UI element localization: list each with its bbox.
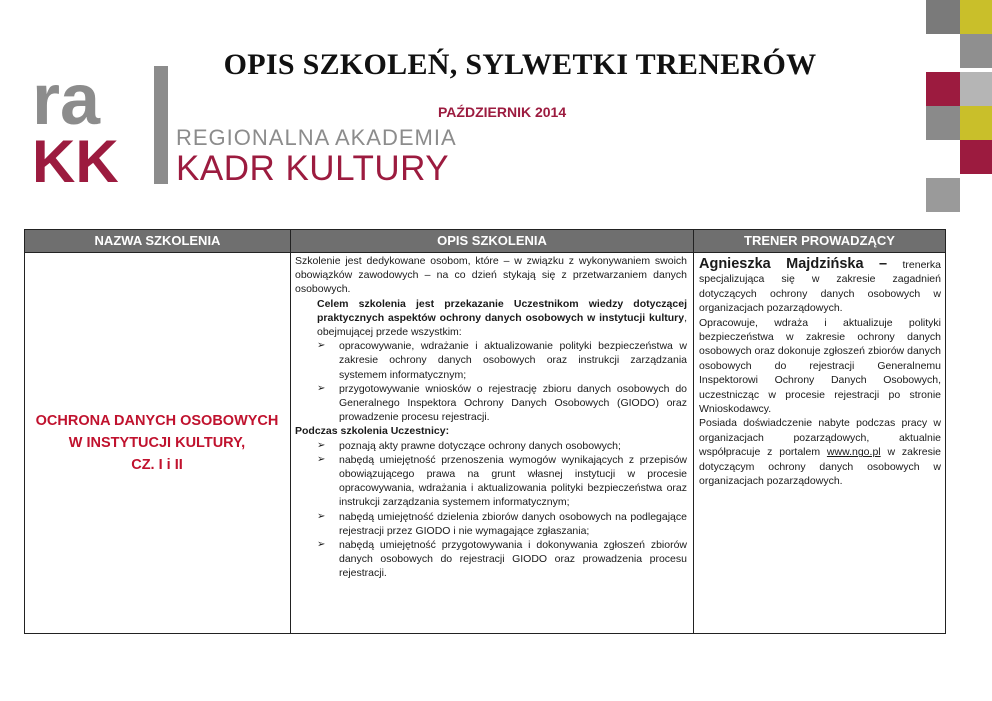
- list-item: ➢ poznają akty prawne dotyczące ochrony danych osobowych;: [317, 439, 621, 452]
- square-gray: [926, 106, 960, 140]
- description-intro: Szkolenie jest dedykowane osobom, które – w związku z wykonywaniem swoich obowiązków zawodowych – na co dzień stykają się z przetwarzaniem danych osobowych.: [295, 255, 687, 296]
- list-item: ➢ nabędą umiejętność przenoszenia wymogów wynikających z przepisów obowiązującego prawa na grunt własnej instytucji w procesie opracowywania, wdrażania i aktualizowania polityki bezpieczeństwa oraz instrukcji zarządzania systemem informatycznym;: [317, 453, 687, 509]
- trainer-bio-3: Posiada doświadczenie nabyte podczas pracy w organizacjach pozarządowych, aktualnie współpracuje z portalem www.ngo.pl w zakresie dotyczącym ochrony danych osobowych w organizacjach pozarządowych.: [699, 417, 941, 488]
- arrow-bullet-icon: ➢: [317, 539, 326, 551]
- column-header-name: NAZWA SZKOLENIA: [94, 233, 221, 248]
- list-item: ➢ przygotowywanie wniosków o rejestrację zbioru danych osobowych do Generalnego Inspektora Ochrony Danych Osobowych (GIODO) oraz prowadzenie procesu rejestracji.: [317, 382, 687, 424]
- page-title: OPIS SZKOLEŃ, SYLWETKI TRENERÓW: [223, 48, 817, 81]
- training-description-cell: [295, 254, 687, 581]
- square-gray: [960, 34, 992, 68]
- logo-mark: [32, 64, 172, 194]
- svg-text:KK: KK: [32, 128, 119, 194]
- logo-line1: REGIONALNA AKADEMIA: [176, 125, 457, 150]
- during-label: Podczas szkolenia Uczestnicy:: [295, 425, 450, 438]
- trainer-bio-1: Agnieszka Majdzińska – trenerka specjalizująca się w zakresie zagadnień dotyczących ochrony danych osobowych w organizacjach pozarządowych.: [699, 256, 942, 315]
- square-red: [960, 140, 992, 174]
- square-gray: [926, 178, 960, 212]
- square-olive: [960, 106, 992, 140]
- logo-line2: KADR KULTURY: [176, 149, 450, 188]
- column-header-trainer: TRENER PROWADZĄCY: [744, 233, 895, 248]
- arrow-bullet-icon: ➢: [317, 453, 326, 465]
- column-header-description: OPIS SZKOLENIA: [437, 233, 547, 248]
- arrow-bullet-icon: ➢: [317, 340, 326, 352]
- arrow-bullet-icon: ➢: [317, 382, 326, 394]
- page-subtitle: PAŹDZIERNIK 2014: [438, 104, 567, 120]
- training-table: [24, 229, 946, 634]
- square-lightgray: [960, 72, 992, 106]
- goal-list: [295, 339, 687, 424]
- ngo-link[interactable]: www.ngo.pl: [826, 446, 881, 459]
- logo: [32, 64, 457, 194]
- square-olive: [960, 0, 992, 34]
- trainer-bio-2: Opracowuje, wdraża i aktualizuje polityki bezpieczeństwa w zakresie ochrony danych osobowych oraz dokonuje zgłoszeń zbiorów danych osobowych do rejestracji Generalnemu Inspektorowi Ochrony Danych Osobowych, uczestnicząc w procesie rejestracji po stronie Wnioskodawcy.: [699, 316, 941, 416]
- list-item: ➢ nabędą umiejętność dzielenia zbiorów danych osobowych na podlegające rejestracji przez GIODO i nie wymagające zgłaszania;: [317, 510, 687, 537]
- column-divider: [290, 230, 291, 633]
- square-red: [926, 72, 960, 106]
- description-goal: Celem szkolenia jest przekazanie Uczestnikom wiedzy dotyczącej praktycznych aspektów ochrony danych osobowych w instytucji kultury, obejmującej przede wszystkim:: [317, 297, 687, 339]
- training-name: OCHRONA DANYCH OSOBOWYCH W INSTYTUCJI KULTURY, CZ. I i II: [35, 413, 279, 473]
- during-list: [295, 439, 687, 581]
- column-divider: [693, 230, 694, 633]
- arrow-bullet-icon: ➢: [317, 439, 326, 451]
- table-header: [25, 230, 945, 252]
- arrow-bullet-icon: ➢: [317, 510, 326, 522]
- list-item: ➢ nabędą umiejętność przygotowywania i dokonywania zgłoszeń zbiorów danych osobowych do rejestracji GIODO oraz prowadzenia procesu rejestracji.: [317, 539, 687, 580]
- training-name-cell: [25, 253, 289, 633]
- square-gray: [926, 0, 960, 34]
- trainer-cell: [699, 257, 941, 489]
- svg-text:ra: ra: [32, 64, 101, 140]
- list-item: ➢ opracowywanie, wdrażanie i aktualizowanie polityki bezpieczeństwa w zakresie ochrony danych osobowych oraz instrukcji zarządzania systemem informatycznym;: [317, 340, 687, 381]
- trainer-name: Agnieszka Majdzińska: [699, 256, 864, 272]
